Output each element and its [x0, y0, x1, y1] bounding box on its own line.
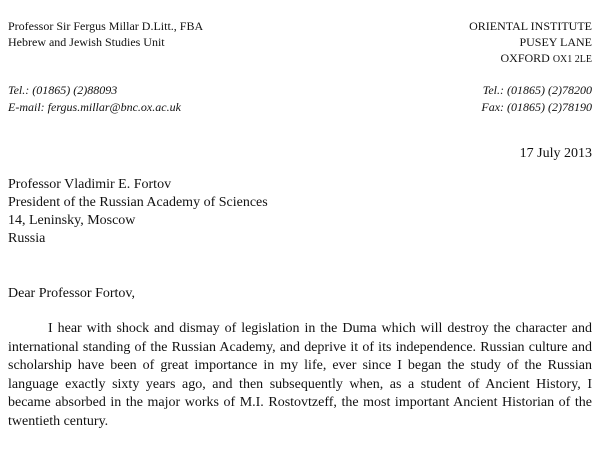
recipient-title: President of the Russian Academy of Sciences [8, 195, 268, 210]
recipient-name: Professor Vladimir E. Fortov [8, 177, 172, 192]
salutation: Dear Professor Fortov, [8, 286, 136, 301]
sender-contact [8, 82, 181, 116]
recipient-address-block [8, 176, 268, 248]
letter-date: 17 July 2013 [519, 146, 592, 161]
recipient-country: Russia [8, 231, 46, 246]
institute-contact [481, 82, 592, 116]
sender-name: Professor Sir Fergus Millar D.Litt., FBA [8, 19, 204, 33]
body-paragraph: I hear with shock and dismay of legislation in the Duma which will destroy the character and international standing of the Russian Academy, and deprive it of its independence. Russian culture and scholarship have been of great importance in my life, ever since I began the study of the Russian language exactly sixty years ago, and then subsequently when, as a student of Ancient History, I became absorbed in the major works of M.I. Rostovtzeff, the most important Ancient Historian of the twentieth century. [8, 321, 592, 429]
institute-fax: Fax: (01865) (2)78190 [481, 100, 592, 114]
recipient-address: 14, Leninsky, Moscow [8, 213, 136, 228]
institute-name: ORIENTAL INSTITUTE [469, 19, 592, 33]
institute-postcode: OX1 2LE [552, 54, 592, 65]
institute-city: OXFORD [500, 51, 550, 65]
letterhead-sender [8, 18, 203, 50]
sender-telephone: Tel.: (01865) (2)88093 [8, 83, 118, 97]
institute-city-line [469, 50, 592, 68]
letterhead-address [469, 18, 592, 68]
institute-street: PUSEY LANE [519, 35, 592, 49]
institute-telephone: Tel.: (01865) (2)78200 [482, 83, 592, 97]
sender-unit: Hebrew and Jewish Studies Unit [8, 35, 165, 49]
sender-email: E-mail: fergus.millar@bnc.ox.ac.uk [8, 100, 181, 114]
